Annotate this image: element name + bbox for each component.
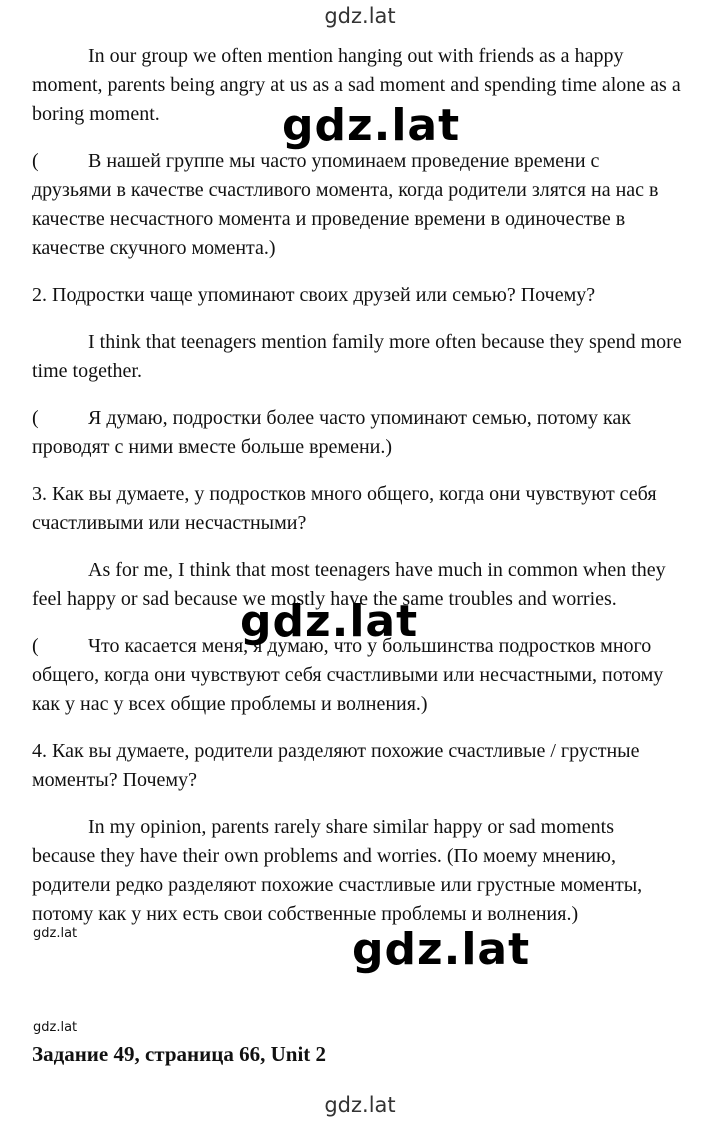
answer-1-ru	[32, 147, 682, 263]
question-2: 2. Подростки чаще упоминают своих друзей или семью? Почему?	[32, 284, 596, 306]
document-body	[32, 42, 682, 947]
answer-2-en: I think that teenagers mention family more often because they spend more time together.	[32, 331, 682, 382]
answer-1-ru-text: В нашей группе мы часто упоминаем проведение времени с друзьями в качестве счастливого момента, когда родители злятся на нас в качестве несчастного момента и проведение времени в одиночестве в качестве скучного момента.)	[32, 150, 659, 259]
watermark-large-2: gdz.lat	[240, 596, 419, 647]
answer-4: In my opinion, parents rarely share similar happy or sad moments because they have their own problems and worries. (По моему мнению, родители редко разделяют похожие счастливые или грустные моменты, потому как у них есть свои собственные проблемы и волнения.)	[32, 816, 643, 925]
watermark-small-1: gdz.lat	[33, 926, 78, 941]
question-4: 4. Как вы думаете, родители разделяют похожие счастливые / грустные моменты? Почему?	[32, 740, 640, 791]
answer-2-ru-text: Я думаю, подростки более часто упоминают семью, потому как проводят с ними вместе больше времени.)	[32, 407, 631, 458]
open-paren: (	[32, 150, 39, 172]
task-heading: Задание 49, страница 66, Unit 2	[32, 1042, 327, 1066]
answer-2-ru	[32, 404, 682, 462]
answer-3-en: As for me, I think that most teenagers have much in common when they feel happy or sad because we mostly have the same troubles and worries.	[32, 559, 666, 610]
question-3: 3. Как вы думаете, у подростков много общего, когда они чувствуют себя счастливыми или несчастными?	[32, 483, 657, 534]
watermark-large-3: gdz.lat	[352, 924, 531, 975]
open-paren: (	[32, 635, 39, 657]
open-paren: (	[32, 407, 39, 429]
answer-3-ru-text: Что касается меня, я думаю, что у большинства подростков много общего, когда они чувствуют себя счастливыми или несчастными, потому как у нас у всех общие проблемы и волнения.)	[32, 635, 664, 715]
watermark-small-2: gdz.lat	[33, 1020, 78, 1035]
watermark-large-1: gdz.lat	[282, 100, 461, 151]
watermark-bottom: gdz.lat	[324, 1093, 396, 1117]
watermark-top: gdz.lat	[324, 4, 396, 28]
answer-1-en: In our group we often mention hanging out with friends as a happy moment, parents being angry at us as a sad moment and spending time alone as a boring moment.	[32, 45, 681, 125]
